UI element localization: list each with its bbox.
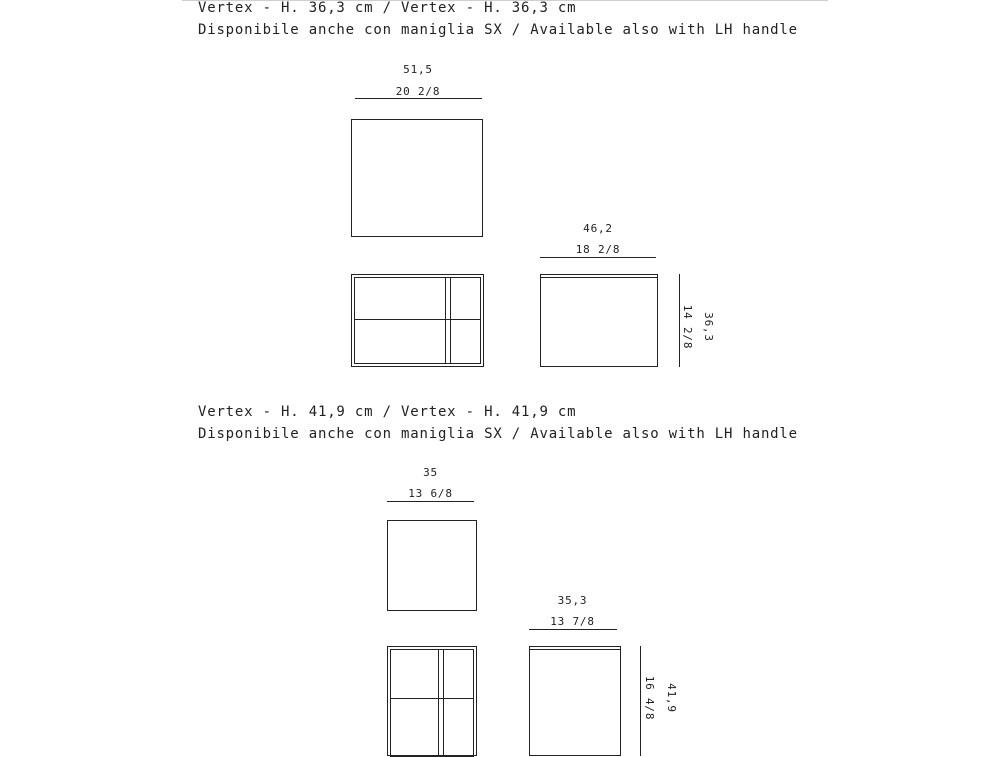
front-handle-line-right (450, 277, 451, 364)
front-door-frame (354, 277, 481, 364)
plan-view-outline (351, 119, 483, 237)
side-depth-cm: 46,2 (583, 222, 613, 235)
side-top-edge-line (541, 277, 657, 278)
side-view-outline (529, 646, 621, 756)
height-cm: 41,9 (665, 683, 678, 713)
section-title: Vertex - H. 36,3 cm / Vertex - H. 36,3 cm (198, 0, 577, 16)
section-subtitle: Disponibile anche con maniglia SX / Available also with LH handle (198, 426, 798, 442)
front-shelf-line (354, 319, 481, 320)
height-in: 14 2/8 (681, 304, 694, 350)
plan-width-dimension-line (355, 98, 482, 99)
plan-width-in: 20 2/8 (395, 85, 441, 98)
section-title: Vertex - H. 41,9 cm / Vertex - H. 41,9 cm (198, 404, 577, 420)
front-view-outline (351, 274, 484, 367)
side-view-outline (540, 274, 658, 367)
front-handle-line-left (445, 277, 446, 364)
front-view-outline (387, 646, 477, 756)
height-cm: 36,3 (702, 312, 715, 342)
section-subtitle: Disponibile anche con maniglia SX / Available also with LH handle (198, 22, 798, 38)
side-depth-in: 18 2/8 (575, 243, 621, 256)
front-handle-line-left (438, 649, 439, 757)
plan-view-outline (387, 520, 477, 611)
plan-width-cm: 51,5 (403, 63, 433, 76)
plan-width-dimension-line (387, 501, 474, 502)
height-in: 16 4/8 (643, 675, 656, 721)
side-depth-dimension-line (529, 629, 617, 630)
plan-width-in: 13 6/8 (408, 487, 453, 500)
side-depth-cm: 35,3 (557, 594, 588, 607)
front-handle-line-right (443, 649, 444, 757)
plan-width-cm: 35 (423, 466, 438, 479)
height-dimension-line (640, 646, 641, 756)
side-depth-in: 13 7/8 (550, 615, 595, 628)
front-door-frame (390, 649, 474, 757)
front-shelf-line (390, 698, 474, 699)
height-dimension-line (679, 274, 680, 367)
side-depth-dimension-line (540, 257, 656, 258)
side-top-edge-line (530, 649, 620, 650)
